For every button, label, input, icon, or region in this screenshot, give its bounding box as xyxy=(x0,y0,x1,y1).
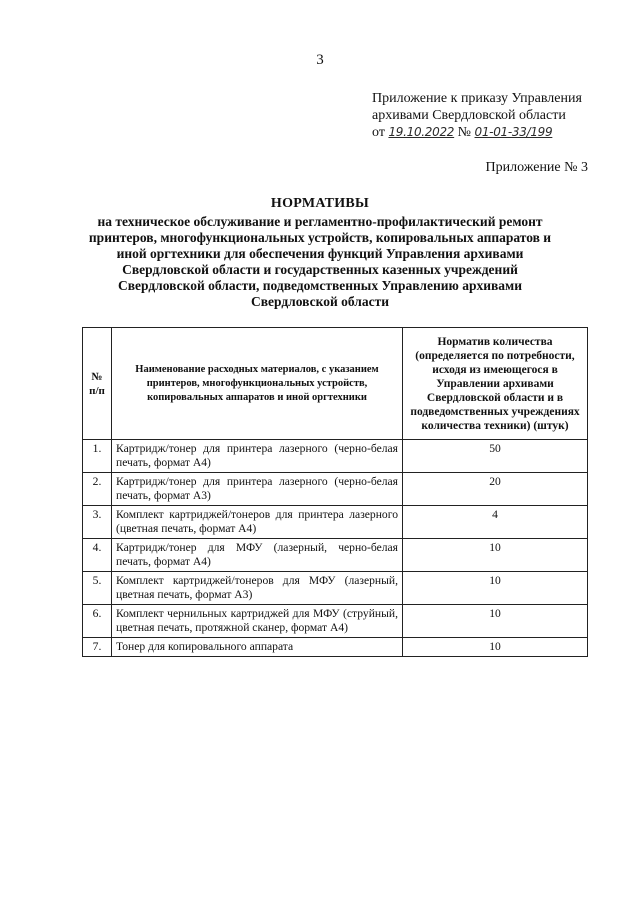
table-row xyxy=(83,473,588,506)
header-name: Наименование расходных материалов, с указанием принтеров, многофункциональных устройств, копировальных аппаратов и иной оргтехники xyxy=(112,328,403,440)
row-num: 7. xyxy=(83,638,112,657)
document-subtitle xyxy=(60,214,580,310)
row-norm: 10 xyxy=(403,605,588,638)
table-row xyxy=(83,539,588,572)
header-norm: Норматив количества (определяется по потребности, исходя из имеющегося в Управлении архивами Свердловской области и в подведомственных учреждениях количества техники) (штук) xyxy=(403,328,588,440)
annex-line-1: Приложение к приказу Управления xyxy=(372,91,582,106)
norms-table xyxy=(82,327,588,657)
row-num: 5. xyxy=(83,572,112,605)
row-norm: 10 xyxy=(403,539,588,572)
row-norm: 10 xyxy=(403,572,588,605)
title-block xyxy=(60,196,580,310)
row-name: Комплект картриджей/тонеров для МФУ (лазерный, цветная печать, формат А3) xyxy=(112,572,403,605)
row-num: 6. xyxy=(83,605,112,638)
annex-block xyxy=(372,90,612,141)
row-num: 4. xyxy=(83,539,112,572)
table-row xyxy=(83,506,588,539)
row-norm: 4 xyxy=(403,506,588,539)
annex-date-line xyxy=(372,124,612,141)
row-num: 3. xyxy=(83,506,112,539)
row-name: Картридж/тонер для принтера лазерного (черно-белая печать, формат А3) xyxy=(112,473,403,506)
table-row xyxy=(83,572,588,605)
subtitle-line: Свердловской области и государственных казенных учреждений xyxy=(122,262,518,277)
document-title: НОРМАТИВЫ xyxy=(270,196,370,211)
row-name: Картридж/тонер для МФУ (лазерный, черно-белая печать, формат А4) xyxy=(112,539,403,572)
handwritten-date: 19.10.2022 xyxy=(388,125,455,139)
subtitle-line: на техническое обслуживание и регламентно-профилактический ремонт xyxy=(97,214,543,229)
table-row xyxy=(83,605,588,638)
subtitle-line: иной оргтехники для обеспечения функций Управления архивами xyxy=(116,246,524,261)
page-number: 3 xyxy=(316,52,324,68)
row-name: Тонер для копировального аппарата xyxy=(112,638,403,657)
row-num: 2. xyxy=(83,473,112,506)
annex-number: Приложение № 3 xyxy=(485,160,588,175)
annex-number-prefix: № xyxy=(457,125,472,140)
table-row xyxy=(83,440,588,473)
row-norm: 10 xyxy=(403,638,588,657)
row-name: Комплект картриджей/тонеров для принтера лазерного (цветная печать, формат А4) xyxy=(112,506,403,539)
row-name: Комплект чернильных картриджей для МФУ (струйный, цветная печать, протяжной сканер, формат А4) xyxy=(112,605,403,638)
annex-from-prefix: от xyxy=(372,125,385,140)
subtitle-line: Свердловской области xyxy=(250,294,390,309)
table-row xyxy=(83,638,588,657)
row-norm: 50 xyxy=(403,440,588,473)
subtitle-line: Свердловской области, подведомственных Управлению архивами xyxy=(117,278,523,293)
table-header-row xyxy=(83,328,588,440)
handwritten-order-number: 01-01-33/199 xyxy=(474,125,553,139)
header-num: № п/п xyxy=(83,328,112,440)
row-norm: 20 xyxy=(403,473,588,506)
row-num: 1. xyxy=(83,440,112,473)
subtitle-line: принтеров, многофункциональных устройств, копировальных аппаратов и xyxy=(88,230,552,245)
row-name: Картридж/тонер для принтера лазерного (черно-белая печать, формат А4) xyxy=(112,440,403,473)
annex-line-2: архивами Свердловской области xyxy=(372,108,566,123)
